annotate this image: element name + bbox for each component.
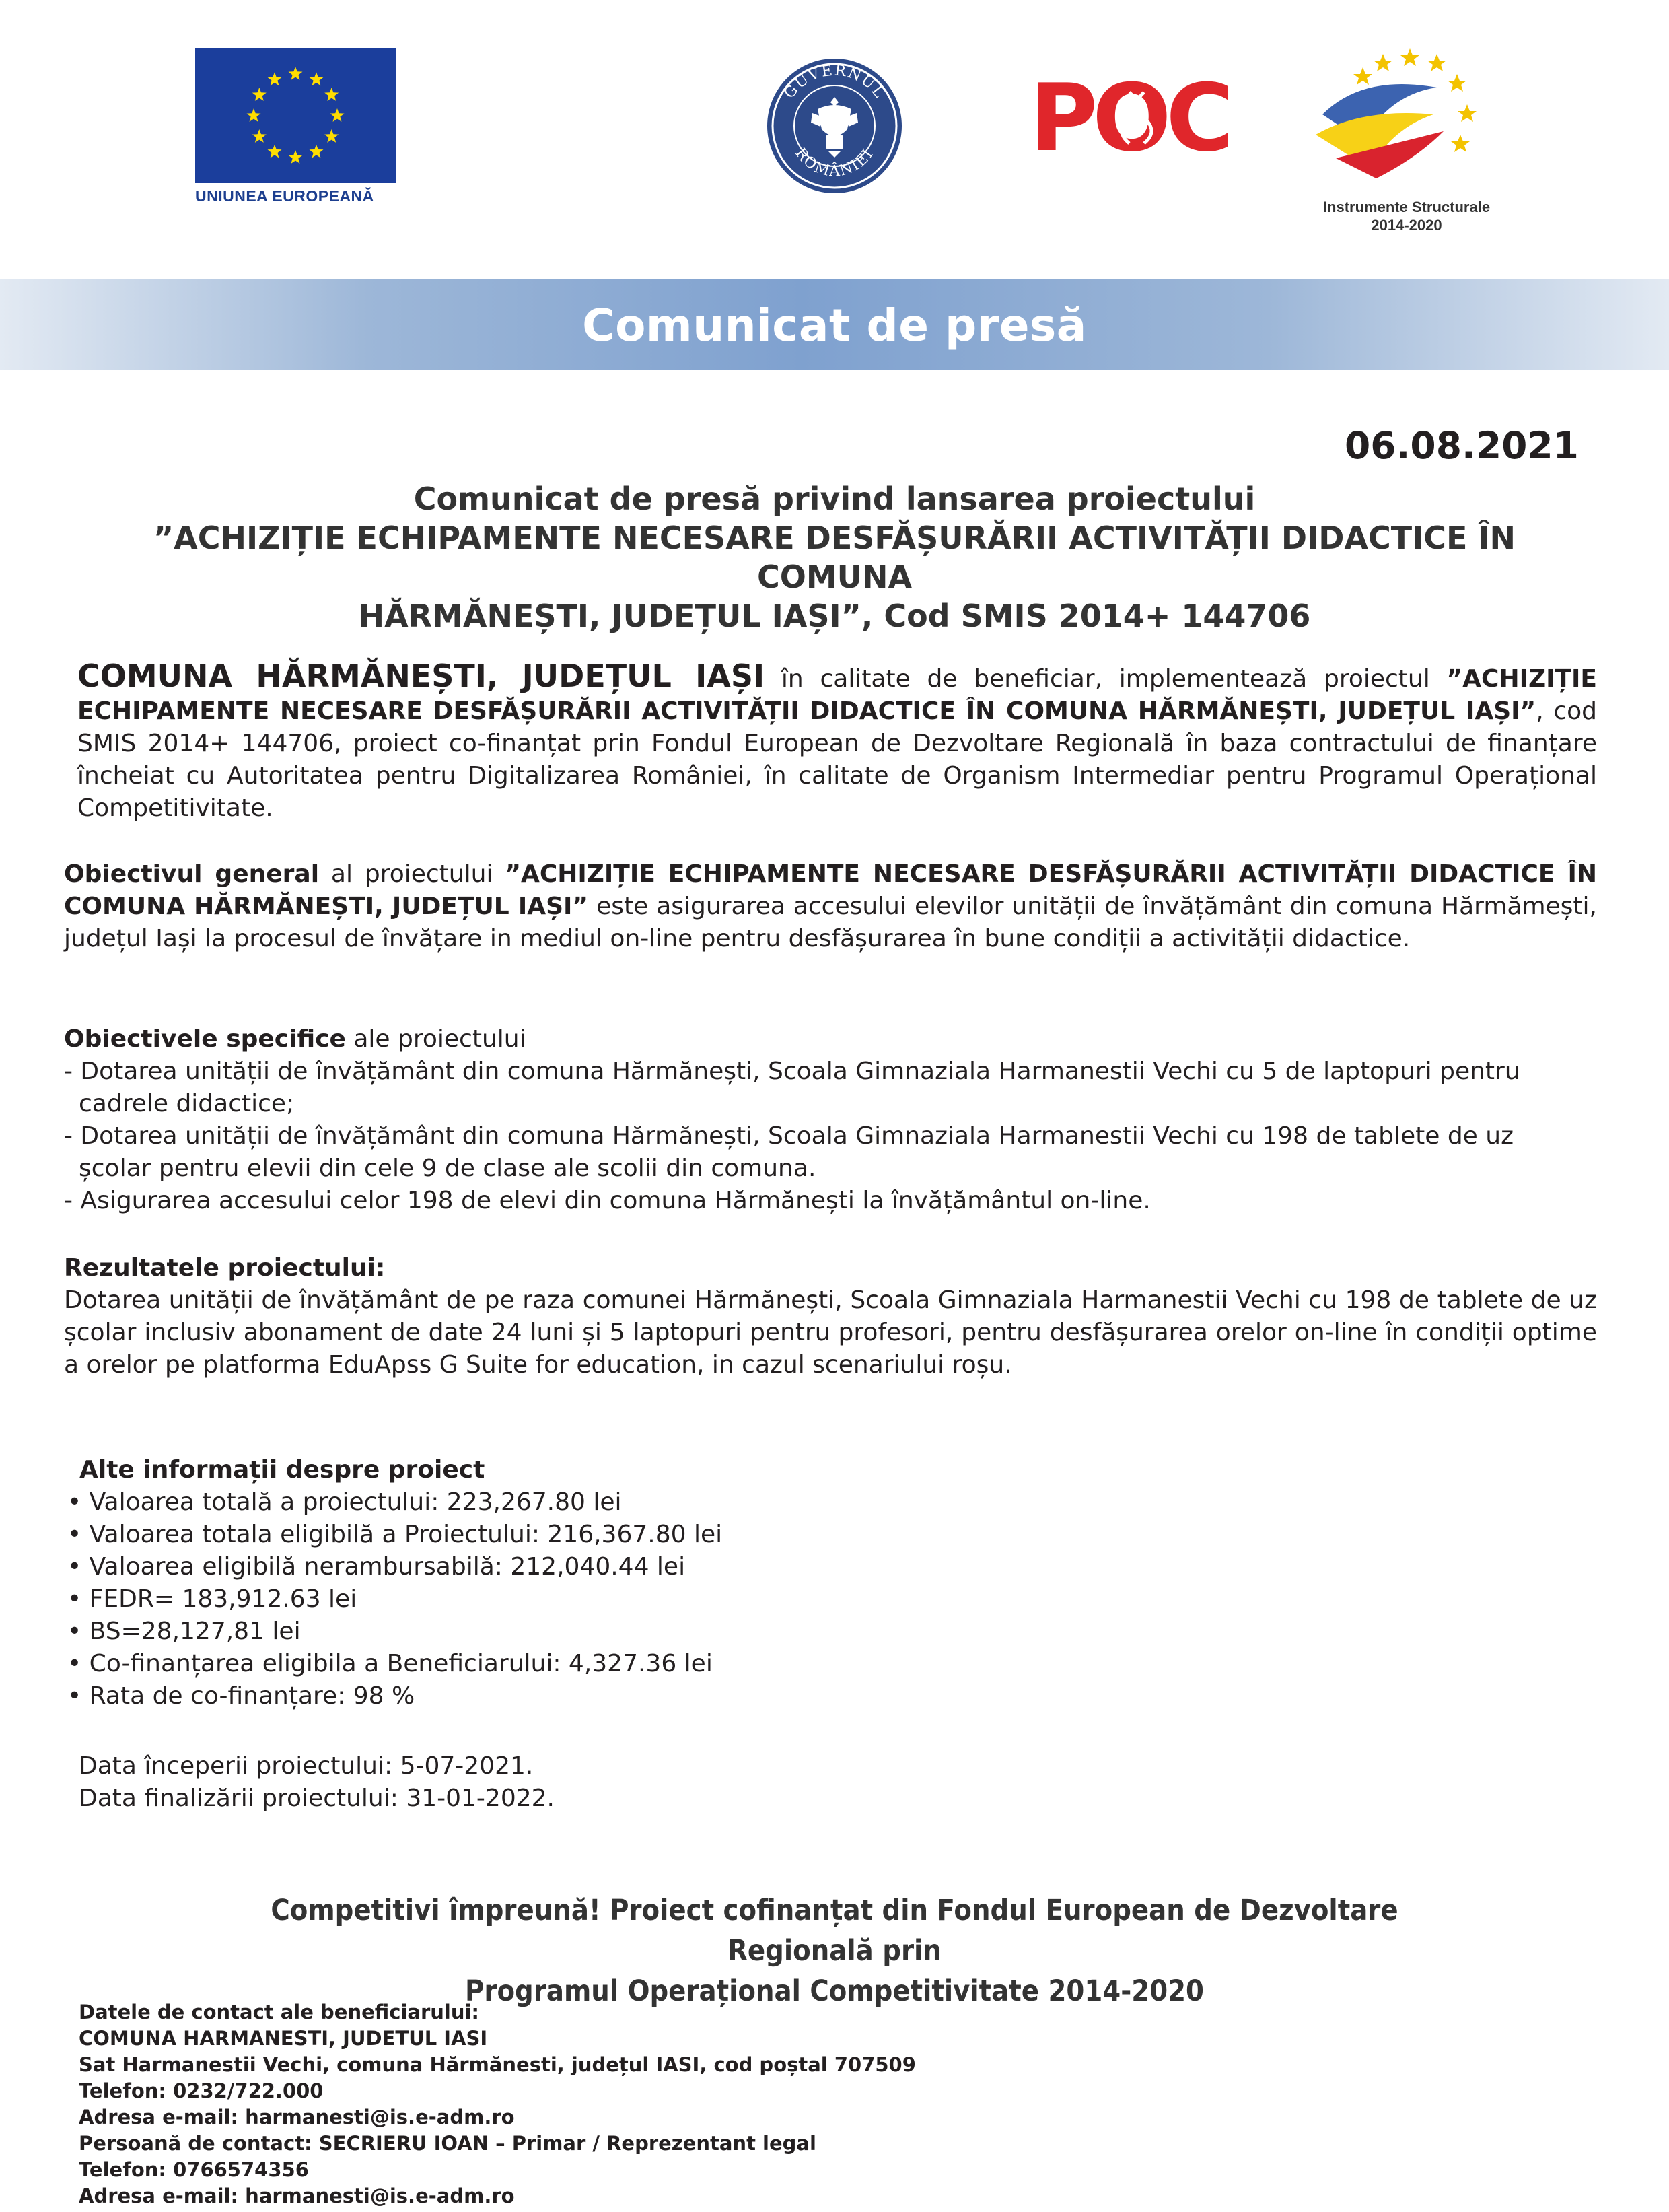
- footer-motto-line1: Competitivi împreună! Proiect cofinanțat din Fondul European de Dezvoltare Regională prin: [271, 1894, 1398, 1968]
- banner-title: Comunicat de presă: [582, 300, 1087, 351]
- eu-star-icon: [310, 72, 324, 85]
- specific-objective-2: [64, 1120, 1597, 1185]
- intro-text2: , cod SMIS 2014+ 144706, proiect co-finanțat prin Fondul European de Dezvoltare Regională în baza contractului de finanțare încheiat cu Autoritatea pentru Digitalizarea României, în calitate de Organism Intermediar pentru Programul Operațional Competitivitate.: [77, 697, 1597, 822]
- headline-line1: Comunicat de presă privind lansarea proiectului: [413, 481, 1256, 517]
- info-item: • Valoarea eligibilă nerambursabilă: 212,040.44 lei: [67, 1553, 686, 1581]
- eu-star-icon: [324, 88, 339, 101]
- info-item: • Valoarea totală a proiectului: 223,267.80 lei: [67, 1488, 622, 1516]
- eu-star-icon: [310, 145, 324, 158]
- romanian-government-logo: [764, 55, 905, 197]
- contact-line: Telefon: 0232/722.000: [79, 2079, 324, 2102]
- specific-objective-1-line2: cadrele didactice;: [79, 1090, 295, 1117]
- results-section: [64, 1252, 1597, 1381]
- project-dates: [79, 1750, 555, 1815]
- eu-star-icon: [252, 88, 267, 101]
- general-objective-label: Obiectivul general: [64, 860, 320, 888]
- specific-objective-1-line1: - Dotarea unității de învățământ din comuna Hărmănești, Scoala Gimnaziala Harmanestii Vechi cu 5 de laptopuri pentru: [64, 1058, 1520, 1085]
- specific-objectives-suffix: ale proiectului: [345, 1025, 526, 1053]
- headline: [81, 479, 1588, 635]
- release-date: 06.08.2021: [1345, 424, 1579, 467]
- contact-line: Adresa e-mail: harmanesti@is.e-adm.ro: [79, 2184, 515, 2207]
- contact-line: COMUNA HARMANESTI, JUDETUL IASI: [79, 2027, 488, 2050]
- eu-flag-icon: [195, 48, 396, 183]
- start-date: Data începerii proiectului: 5-07-2021.: [79, 1752, 534, 1780]
- is-emblem-icon: [1302, 40, 1511, 195]
- results-label: Rezultatele proiectului:: [64, 1254, 386, 1282]
- other-info-section: [67, 1454, 1009, 1713]
- beneficiary-name: COMUNA HĂRMĂNEȘTI, JUDEȚUL IAȘI: [77, 658, 765, 694]
- general-objective-text2: este asigurarea accesului elevilor unității de învățământ din comuna Hărmămești, județul Iași la procesul de învățare in mediul on-line pentru desfășurarea în bune condiții a activității didactice.: [64, 893, 1597, 953]
- contact-details: [79, 1999, 916, 2209]
- intro-paragraph: [77, 660, 1597, 825]
- eu-star-icon: [268, 145, 282, 158]
- contact-line: Datele de contact ale beneficiarului:: [79, 2001, 480, 2024]
- other-info-label: Alte informații despre proiect: [79, 1456, 485, 1484]
- headline-line3: HĂRMĂNEȘTI, JUDEȚUL IAȘI”, Cod SMIS 2014+ 144706: [358, 598, 1311, 634]
- contact-line: Adresa e-mail: harmanesti@is.e-adm.ro: [79, 2106, 515, 2129]
- specific-objective-2-line2: școlar pentru elevii din cele 9 de clase ale scolii din comuna.: [79, 1154, 816, 1182]
- is-label-line1: Instrumente Structurale: [1322, 199, 1491, 215]
- info-item: • Rata de co-finanțare: 98 %: [67, 1682, 415, 1710]
- eu-star-icon: [324, 129, 339, 143]
- intro-text1: în calitate de beneficiar, implementează proiectul: [765, 665, 1447, 693]
- specific-objective-2-line1: - Dotarea unității de învățământ din comuna Hărmănești, Scoala Gimnaziala Harmanestii Vechi cu 198 de tablete de uz: [64, 1122, 1514, 1150]
- intro-project-name: ”ACHIZIȚIE ECHIPAMENTE NECESARE DESFĂȘURĂRII ACTIVITĂȚII DIDACTICE ÎN COMUNA HĂRMĂNEȘTI, JUDEȚUL IAȘI”: [77, 665, 1598, 725]
- general-objective-text1: al proiectului: [319, 860, 505, 888]
- footer-motto: [205, 1890, 1464, 2011]
- poc-text: POC: [1030, 77, 1229, 158]
- footer-motto-line2: Programul Operațional Competitivitate 2014-2020: [465, 1974, 1204, 2008]
- eu-star-icon: [289, 67, 303, 80]
- eu-star-icon: [330, 108, 345, 122]
- info-item: • FEDR= 183,912.63 lei: [67, 1585, 357, 1613]
- eu-star-icon: [247, 108, 261, 122]
- eu-label: UNIUNEA EUROPEANĂ: [195, 187, 374, 205]
- end-date: Data finalizării proiectului: 31-01-2022.: [79, 1785, 555, 1812]
- info-item: • Valoarea totala eligibilă a Proiectului: 216,367.80 lei: [67, 1521, 723, 1548]
- poc-logo: [1030, 77, 1252, 158]
- eu-star-icon: [289, 150, 303, 164]
- contact-line: Sat Harmanestii Vechi, comuna Hărmănesti, județul IASI, cod poștal 707509: [79, 2053, 916, 2076]
- eu-star-icon: [252, 129, 267, 143]
- is-label: [1302, 198, 1511, 234]
- specific-objectives-label: Obiectivele specifice: [64, 1025, 346, 1053]
- eu-logo: [195, 48, 396, 205]
- specific-objective-1: [64, 1056, 1597, 1120]
- gov-top-text: GUVERNUL: [781, 62, 888, 102]
- contact-line: Persoană de contact: SECRIERU IOAN – Primar / Reprezentant legal: [79, 2132, 816, 2155]
- specific-objectives: [64, 1023, 1597, 1217]
- info-item: • BS=28,127,81 lei: [67, 1618, 301, 1645]
- general-objective-paragraph: [64, 858, 1597, 955]
- specific-objective-3: [64, 1185, 1597, 1217]
- press-release-banner: [0, 279, 1669, 370]
- info-item: • Co-finanțarea eligibila a Beneficiarului: 4,327.36 lei: [67, 1650, 713, 1678]
- specific-objective-3-line1: - Asigurarea accesului celor 198 de elevi din comuna Hărmănești la învățământul on-line.: [64, 1187, 1151, 1214]
- gov-bottom-text: ROMÂNIEI: [791, 145, 878, 180]
- headline-line2: ”ACHIZIȚIE ECHIPAMENTE NECESARE DESFĂȘURĂRII ACTIVITĂȚII DIDACTICE ÎN COMUNA: [153, 520, 1516, 595]
- eu-star-icon: [268, 72, 282, 85]
- general-objective-project-name: ”ACHIZIȚIE ECHIPAMENTE NECESARE DESFĂȘURĂRII ACTIVITĂȚII DIDACTICE ÎN COMUNA HĂRMĂNEȘTI, JUDEȚUL IAȘI”: [64, 860, 1597, 920]
- instrumente-structurale-logo: [1302, 40, 1511, 236]
- contact-line: Telefon: 0766574356: [79, 2158, 309, 2181]
- is-label-line2: 2014-2020: [1371, 217, 1442, 234]
- results-text: Dotarea unității de învățământ de pe raza comunei Hărmănești, Scoala Gimnaziala Harmanestii Vechi cu 198 de tablete de uz școlar inclusiv abonament de date 24 luni și 5 laptopuri pentru profesori, pentru desfășurarea orelor on-line în condiții optime a orelor pe platforma EduApss G Suite for education, in cazul scenariului roșu.: [64, 1286, 1597, 1379]
